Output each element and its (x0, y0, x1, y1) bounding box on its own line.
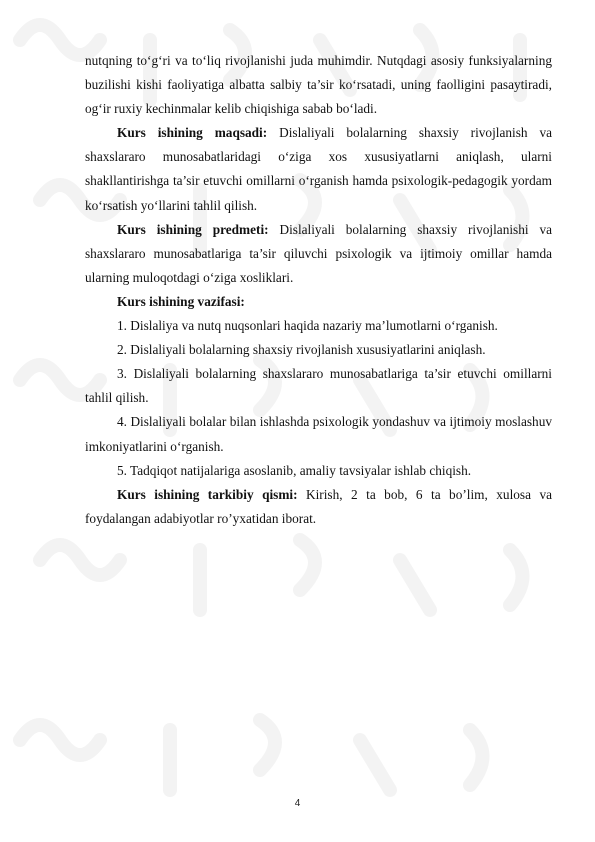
structure-paragraph (85, 483, 552, 531)
page-number: 4 (294, 798, 301, 809)
intro-paragraph: nutqning to‘g‘ri va to‘liq rivojlanishi juda muhimdir. Nutqdagi asosiy funksiyalarning buzilishi kishi faoliyatiga albatta salbiy ta’sir ko‘rsatadi, uning faolligini pasaytiradi, og‘ir ruxiy kechinmalar kelib chiqishiga sabab bo‘ladi. (85, 53, 552, 117)
subject-paragraph (85, 218, 552, 290)
goal-label: Kurs ishining maqsadi: (117, 125, 268, 141)
task-item: 4. Dislaliyali bolalar bilan ishlashda psixologik yondashuv va ijtimoiy moslashuv imkoniyatlarini o‘rganish. (85, 414, 552, 454)
task-item: 3. Dislaliyali bolalarning shaxslararo munosabatlariga ta’sir etuvchi omillarni tahlil qilish. (85, 366, 552, 406)
tasks-label: Kurs ishining vazifasi: (117, 293, 245, 309)
tasks-heading (85, 290, 552, 314)
task-item: 2. Dislaliyali bolalarning shaxsiy rivojlanish xususiyatlarini aniqlash. (117, 342, 486, 358)
document-body (85, 49, 552, 531)
subject-text: Dislaliyali bolalarning shaxsiy rivojlanishi va shaxslararo munosabatlariga ta’sir qiluvchi psixologik va ijtimoiy omillar hamda ularning muloqotdagi o‘ziga xosliklari. (85, 221, 552, 285)
structure-text: Kirish, 2 ta bob, 6 ta bo’lim, xulosa va foydalangan adabiyotlar ro’yxatidan iborat. (85, 486, 552, 526)
structure-label: Kurs ishining tarkibiy qismi: (117, 486, 298, 502)
task-item: 5. Tadqiqot natijalariga asoslanib, amaliy tavsiyalar ishlab chiqish. (117, 462, 472, 478)
subject-label: Kurs ishining predmeti: (117, 221, 269, 237)
task-item: 1. Dislaliya va nutq nuqsonlari haqida nazariy ma’lumotlarni o‘rganish. (117, 318, 498, 334)
goal-paragraph (85, 121, 552, 217)
goal-text: Dislaliyali bolalarning shaxsiy rivojlanish va shaxslararo munosabatlaridagi o‘ziga xos xususiyatlarni aniqlash, ularni shakllantirishga ta’sir etuvchi omillarni o‘rganish hamda psixologik-pedagogik yordam ko‘rsatish yo‘llarini tahlil qilish. (85, 125, 553, 213)
